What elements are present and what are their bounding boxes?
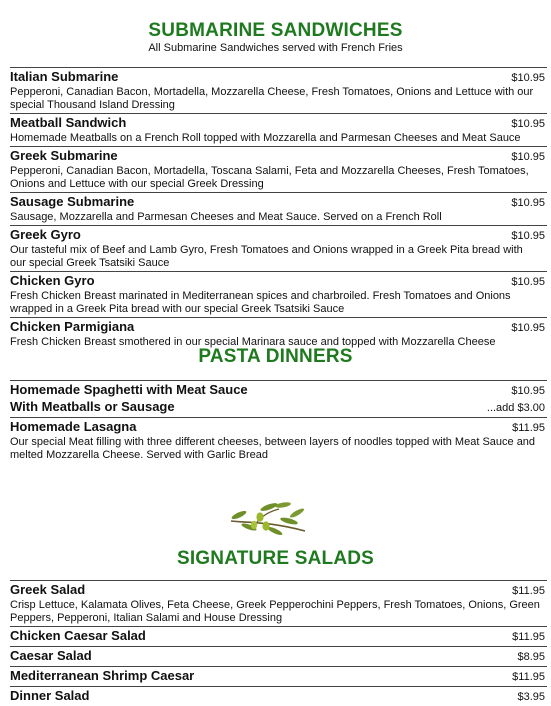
submarine-section-subtitle: All Submarine Sandwiches served with French Fries xyxy=(148,42,403,54)
item-name: Caesar Salad xyxy=(10,648,92,663)
item-price: $10.95 xyxy=(511,197,545,209)
item-addon-name: With Meatballs or Sausage xyxy=(10,399,175,414)
item-price: $8.95 xyxy=(517,651,545,663)
item-name: Greek Gyro xyxy=(10,227,81,242)
menu-item xyxy=(10,192,547,225)
olive-branch-icon xyxy=(227,497,309,537)
item-price: $10.95 xyxy=(511,118,545,130)
item-price: $11.95 xyxy=(512,631,545,643)
item-name: Chicken Caesar Salad xyxy=(10,628,146,643)
item-description: Sausage, Mozzarella and Parmesan Cheeses and Meat Sauce. Served on a French Roll xyxy=(10,211,442,223)
item-price: $3.95 xyxy=(517,691,545,703)
item-price: $11.95 xyxy=(512,671,545,683)
item-name: Homemade Lasagna xyxy=(10,419,137,434)
menu-item xyxy=(10,666,547,686)
item-name: Italian Submarine xyxy=(10,69,119,84)
item-name: Chicken Gyro xyxy=(10,273,95,288)
item-description: Fresh Chicken Breast smothered in our special Marinara sauce and topped with Mozzarella Cheese xyxy=(10,336,496,348)
item-price: $10.95 xyxy=(511,276,545,288)
item-price: $10.95 xyxy=(511,322,545,334)
submarine-section-title: SUBMARINE SANDWICHES xyxy=(148,20,403,41)
menu-item xyxy=(10,417,547,463)
menu-item xyxy=(10,146,547,192)
item-price: $11.95 xyxy=(512,422,545,434)
menu-item xyxy=(10,225,547,271)
item-name: Meatball Sandwich xyxy=(10,115,127,130)
item-addon-price: ...add $3.00 xyxy=(486,402,545,414)
item-name: Homemade Spaghetti with Meat Sauce xyxy=(10,382,248,397)
salads-section-title: SIGNATURE SALADS xyxy=(176,548,375,569)
item-name: Dinner Salad xyxy=(10,688,90,703)
submarine-list xyxy=(10,67,547,350)
pasta-section-title: PASTA DINNERS xyxy=(198,346,353,367)
menu-item xyxy=(10,113,547,146)
salads-list xyxy=(10,580,547,706)
menu-item xyxy=(10,271,547,317)
item-description: Pepperoni, Canadian Bacon, Mortadella, Toscana Salami, Feta and Mozzarella Cheeses, Fresh Tomatoes, Onions and Lettuce with our special Greek Dressing xyxy=(10,165,529,190)
item-description: Homemade Meatballs on a French Roll topped with Mozzarella and Parmesan Cheeses and Meat Sauce xyxy=(10,132,521,144)
item-name: Chicken Parmigiana xyxy=(10,319,135,334)
item-description: Our tasteful mix of Beef and Lamb Gyro, Fresh Tomatoes and Onions wrapped in a Greek Pita bread with our special Greek Tsatsiki Sauce xyxy=(10,244,523,269)
item-price: $10.95 xyxy=(511,151,545,163)
item-name: Mediterranean Shrimp Caesar xyxy=(10,668,195,683)
item-description: Pepperoni, Canadian Bacon, Mortadella, Mozzarella Cheese, Fresh Tomatoes, Onions and Lettuce with our special Thousand Island Dressing xyxy=(10,86,534,111)
item-description: Fresh Chicken Breast marinated in Mediterranean spices and charbroiled. Fresh Tomatoes and Onions wrapped in a Greek Pita bread with our special Greek Tsatsiki Sauce xyxy=(10,290,511,315)
menu-item xyxy=(10,646,547,666)
item-price: $10.95 xyxy=(511,72,545,84)
item-name: Greek Submarine xyxy=(10,148,118,163)
item-description: Crisp Lettuce, Kalamata Olives, Feta Cheese, Greek Pepperochini Peppers, Fresh Tomatoes, Onions, Green Peppers, Pepperoni, Italian Salami and House Dressing xyxy=(10,599,540,624)
item-name: Sausage Submarine xyxy=(10,194,135,209)
menu-item xyxy=(10,580,547,626)
item-description: Our special Meat filling with three different cheeses, between layers of noodles topped with Meat Sauce and melted Mozzarella Cheese. Served with Garlic Bread xyxy=(10,436,536,461)
item-name: Greek Salad xyxy=(10,582,86,597)
menu-item xyxy=(10,67,547,113)
menu-item xyxy=(10,626,547,646)
menu-item xyxy=(10,380,547,417)
item-price: $10.95 xyxy=(511,385,545,397)
pasta-list xyxy=(10,380,547,463)
item-price: $10.95 xyxy=(511,230,545,242)
item-price: $11.95 xyxy=(512,585,545,597)
menu-item xyxy=(10,686,547,706)
